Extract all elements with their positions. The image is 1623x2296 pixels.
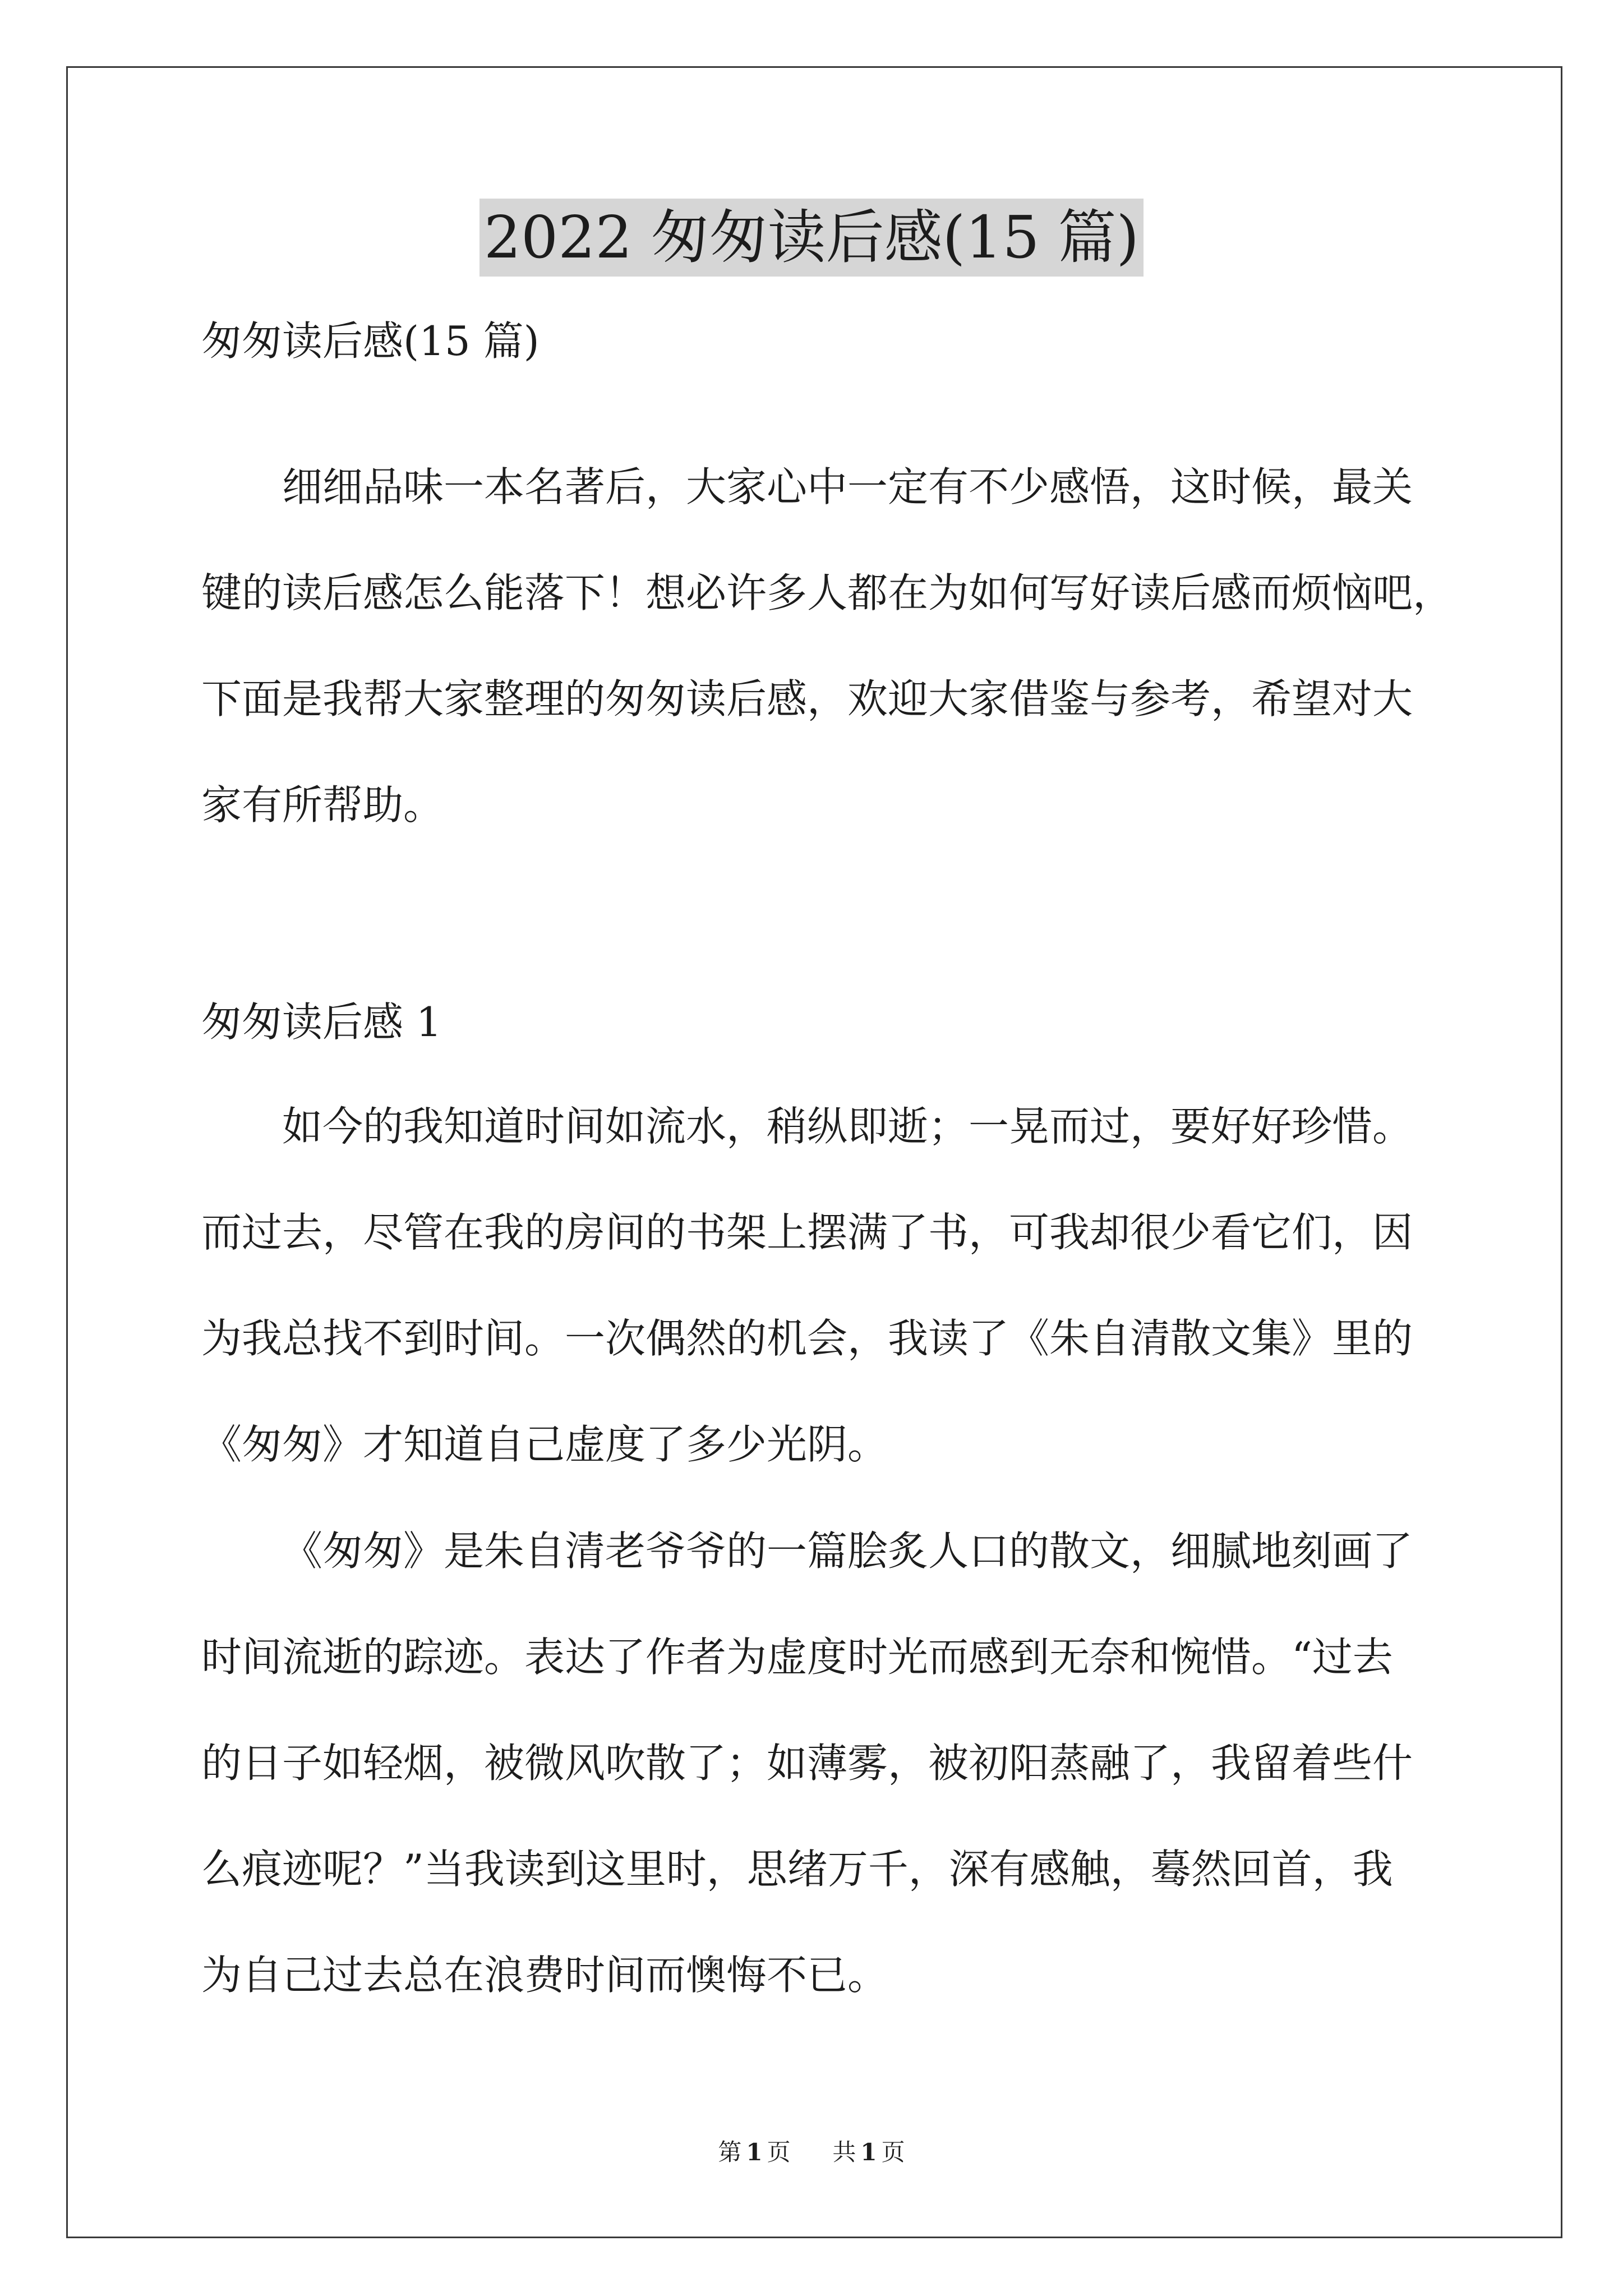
- document-title-container: [0, 199, 1623, 277]
- total-pages-prefix: 共: [832, 2138, 856, 2166]
- text-line: 为我总找不到时间。一次偶然的机会，我读了《朱自清散文集》里的: [201, 1315, 1413, 1362]
- text-line: 《匆匆》是朱自清老爷爷的一篇脍炙人口的散文，细腻地刻画了: [282, 1527, 1413, 1575]
- section-heading: 匆匆读后感 1: [201, 999, 442, 1046]
- body-paragraph-1: [201, 1074, 1508, 1498]
- text-line: 家有所帮助。: [201, 781, 444, 829]
- text-line: 时间流逝的踪迹。表达了作者为虚度时光而感到无奈和惋惜。“过去: [201, 1634, 1393, 1681]
- document-subtitle: 匆匆读后感(15 篇): [201, 318, 540, 365]
- text-line: 么痕迹呢？”当我读到这里时，思绪万千，深有感触，蓦然回首，我: [201, 1846, 1393, 1893]
- section-heading-block: [201, 969, 1508, 1075]
- text-line: 如今的我知道时间如流水，稍纵即逝；一晃而过，要好好珍惜。: [282, 1103, 1413, 1150]
- text-line: 为自己过去总在浪费时间而懊悔不已。: [201, 1952, 888, 1999]
- text-line: 细细品味一本名著后，大家心中一定有不少感悟，这时候，最关: [282, 463, 1413, 510]
- page-footer: [0, 2136, 1623, 2169]
- document-title: 2022 匆匆读后感(15 篇): [479, 199, 1144, 277]
- text-line: 下面是我帮大家整理的匆匆读后感，欢迎大家借鉴与参考，希望对大: [201, 675, 1413, 723]
- page-number-label: [718, 2138, 798, 2166]
- total-pages-suffix: 页: [881, 2138, 905, 2166]
- current-page-suffix: 页: [767, 2138, 791, 2166]
- current-page-number: 1: [746, 2138, 763, 2166]
- text-line: 的日子如轻烟，被微风吹散了；如薄雾，被初阳蒸融了，我留着些什: [201, 1740, 1413, 1787]
- intro-paragraph: [201, 434, 1508, 858]
- text-line: 而过去，尽管在我的房间的书架上摆满了书，可我却很少看它们，因: [201, 1209, 1413, 1256]
- current-page-prefix: 第: [718, 2138, 742, 2166]
- text-line: 键的读后感怎么能落下！想必许多人都在为如何写好读后感而烦恼吧，: [201, 569, 1454, 616]
- body-paragraph-2: [201, 1498, 1508, 2028]
- document-subtitle-block: [201, 288, 1508, 394]
- text-line: 《匆匆》才知道自己虚度了多少光阴。: [201, 1421, 888, 1468]
- total-pages-label: [832, 2138, 905, 2166]
- total-pages-number: 1: [860, 2138, 877, 2166]
